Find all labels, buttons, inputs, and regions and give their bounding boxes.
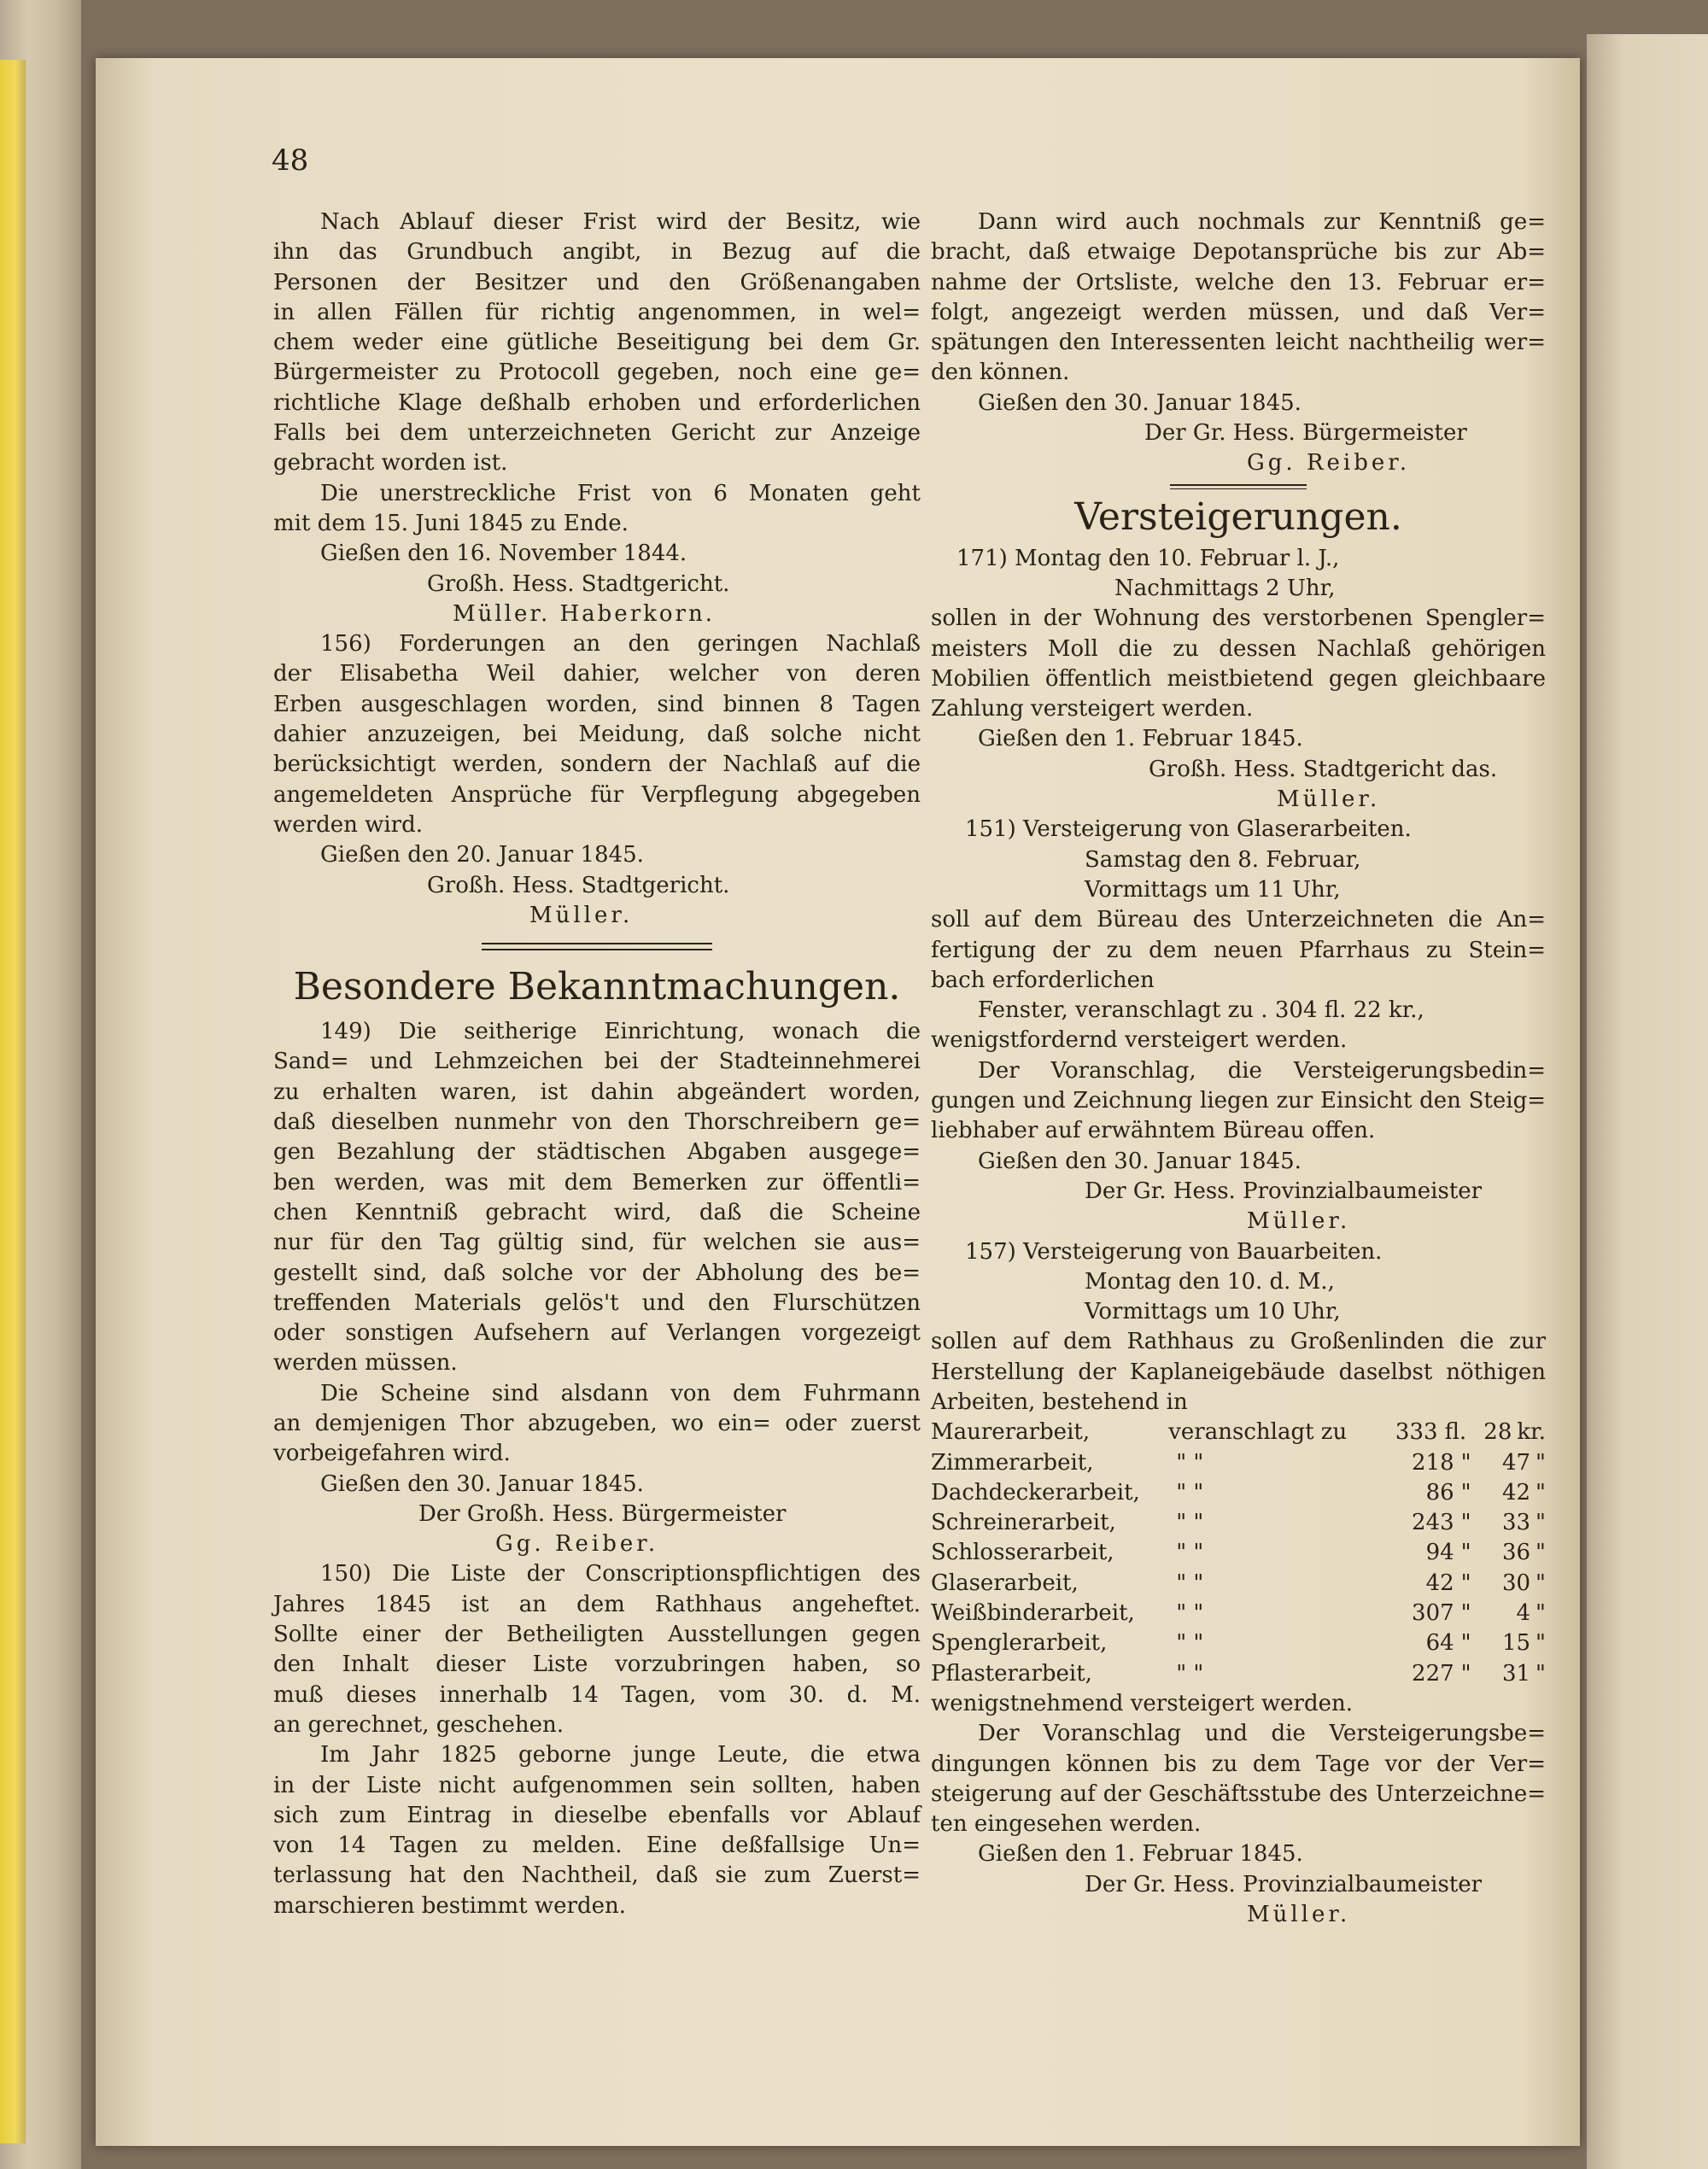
cost-row xyxy=(931,1478,1546,1508)
date-line: Gießen den 16. November 1844. xyxy=(320,541,687,567)
text-line: 151) Versteigerung von Glaserarbeiten. xyxy=(965,816,1412,843)
cost-qualifier: " " xyxy=(1176,1600,1204,1627)
cost-florin: 94 xyxy=(1425,1540,1454,1566)
cost-qualifier: veranschlagt zu xyxy=(1168,1419,1348,1446)
text-line: Der Voranschlag und die Versteigerungsbe= xyxy=(978,1721,1546,1747)
cost-item: Schreinerarbeit, xyxy=(931,1510,1116,1536)
cost-row xyxy=(931,1508,1546,1538)
text-line: an gerechnet, geschehen. xyxy=(273,1711,564,1738)
text-line: Falls bei dem unterzeichneten Gericht zur Anzeige xyxy=(273,420,921,447)
date-line: Gießen den 30. Januar 1845. xyxy=(978,1148,1301,1174)
notice-151 xyxy=(931,815,1546,1237)
cost-item: Zimmerarbeit, xyxy=(931,1449,1094,1476)
text-line: mit dem 15. Juni 1845 zu Ende. xyxy=(273,510,629,536)
cost-row xyxy=(931,1418,1546,1447)
cost-florin: 218 xyxy=(1412,1449,1454,1476)
text-line: sollen auf dem Rathhaus zu Großenlinden die zur xyxy=(931,1329,1546,1355)
text-line: gungen und Zeichnung liegen zur Einsicht den Steig= xyxy=(931,1088,1546,1114)
cost-qualifier: " " xyxy=(1176,1660,1204,1687)
text-line: 156) Forderungen an den geringen Nachlaß xyxy=(320,631,921,658)
text-line: Sand= und Lehmzeichen bei der Stadteinnehmerei xyxy=(273,1049,921,1075)
text-line: Dann wird auch nochmals zur Kenntniß ge= xyxy=(978,209,1546,235)
cost-item: Schlosserarbeit, xyxy=(931,1540,1114,1566)
date-line: Gießen den 1. Februar 1845. xyxy=(978,726,1303,752)
cost-kreuzer-unit: " xyxy=(1535,1630,1547,1657)
cost-kreuzer-unit: " xyxy=(1535,1570,1547,1596)
cost-florin: 227 xyxy=(1412,1660,1454,1687)
text-line: Erben ausgeschlagen worden, sind binnen 8 Tagen xyxy=(273,691,921,717)
text-line: treffenden Materials gelös't und den Flurschützen xyxy=(273,1289,921,1316)
cost-florin-unit: " xyxy=(1460,1540,1471,1566)
notice-157 xyxy=(931,1237,1546,1931)
next-page-edge xyxy=(1587,34,1708,2169)
text-line: 157) Versteigerung von Bauarbeiten. xyxy=(965,1238,1383,1265)
text-line: nur für den Tag gültig sind, für welchen sie aus= xyxy=(273,1230,921,1256)
notice-149 xyxy=(273,1017,921,1559)
section-divider xyxy=(482,943,712,950)
cost-kreuzer-unit: kr. xyxy=(1517,1419,1546,1446)
cost-kreuzer: 30 xyxy=(1501,1570,1531,1596)
signature-names: Müller. Haberkorn. xyxy=(453,600,715,627)
signature-authority: Der Großh. Hess. Bürgermeister xyxy=(418,1500,787,1527)
text-line: werden müssen. xyxy=(273,1350,458,1377)
text-line: daß dieselben nunmehr von den Thorschreibern ge= xyxy=(273,1109,921,1136)
cost-item: Glaserarbeit, xyxy=(931,1570,1079,1596)
cost-row xyxy=(931,1599,1546,1628)
cost-kreuzer-unit: " xyxy=(1535,1660,1547,1687)
text-line: gestellt sind, daß solche vor der Abholung des be= xyxy=(273,1260,921,1286)
cost-florin-unit: " xyxy=(1460,1449,1471,1476)
signature-name: Müller. xyxy=(1247,1902,1351,1928)
cost-florin: 243 xyxy=(1412,1510,1454,1536)
text-line: Zahlung versteigert werden. xyxy=(931,696,1254,722)
text-line: Herstellung der Kaplaneigebäude daselbst nöthigen xyxy=(931,1359,1546,1385)
cost-item: Pflasterarbeit, xyxy=(931,1660,1092,1687)
signature-authority: Großh. Hess. Stadtgericht. xyxy=(427,872,730,898)
section-heading xyxy=(931,493,1546,542)
heading-text: Versteigerungen. xyxy=(1074,494,1402,539)
cost-florin: 64 xyxy=(1425,1630,1454,1657)
cost-qualifier: " " xyxy=(1176,1540,1204,1566)
text-line: chen Kenntniß gebracht wird, daß die Scheine xyxy=(273,1199,921,1225)
cost-kreuzer: 4 xyxy=(1516,1600,1531,1627)
signature-name: Müller. xyxy=(1277,786,1381,813)
cost-kreuzer: 31 xyxy=(1501,1660,1531,1687)
signature-name: Müller. xyxy=(1247,1208,1351,1235)
text-line: Der Voranschlag, die Versteigerungsbedin= xyxy=(978,1057,1546,1084)
right-column xyxy=(931,208,1546,1930)
cost-item: Weißbinderarbeit, xyxy=(931,1600,1135,1627)
text-line: ben werden, was mit dem Bemerken zur öffentli= xyxy=(273,1169,921,1196)
text-line: Mobilien öffentlich meistbietend gegen gleichbaare xyxy=(931,665,1546,692)
cost-table xyxy=(931,1418,1546,1689)
cost-florin-unit: " xyxy=(1460,1510,1471,1536)
cost-kreuzer: 36 xyxy=(1501,1540,1531,1566)
text-line: sollen in der Wohnung des verstorbenen Spengler= xyxy=(931,605,1546,632)
cost-kreuzer: 47 xyxy=(1501,1449,1531,1476)
cost-kreuzer: 15 xyxy=(1501,1630,1531,1657)
text-line: marschieren bestimmt werden. xyxy=(273,1892,627,1919)
date-line: Gießen den 20. Januar 1845. xyxy=(320,842,644,868)
notice-150 xyxy=(273,1559,921,1921)
cost-kreuzer-unit: " xyxy=(1535,1600,1547,1627)
text-line: Sollte einer der Betheiligten Ausstellungen gegen xyxy=(273,1622,921,1648)
cost-florin-unit: " xyxy=(1460,1479,1471,1505)
text-line: angemeldeten Ansprüche für Verpflegung abgegeben xyxy=(273,781,921,808)
cost-kreuzer-unit: " xyxy=(1535,1449,1547,1476)
heading-text: Besondere Bekanntmachungen. xyxy=(293,965,901,1009)
signature-authority: Der Gr. Hess. Bürgermeister xyxy=(1144,420,1467,447)
signature-name: Gg. Reiber. xyxy=(1247,450,1411,476)
cost-row xyxy=(931,1448,1546,1478)
cost-kreuzer-unit: " xyxy=(1535,1540,1547,1566)
text-line: chem weder eine gütliche Beseitigung bei dem Gr. xyxy=(273,330,921,356)
book-edge xyxy=(0,60,26,2143)
signature-name: Müller. xyxy=(529,902,634,928)
text-line: Samstag den 8. Februar, xyxy=(1085,846,1361,873)
text-line: gebracht worden ist. xyxy=(273,450,508,476)
text-line: wenigstnehmend versteigert werden. xyxy=(931,1690,1353,1716)
cost-kreuzer-unit: " xyxy=(1535,1510,1547,1536)
page-number: 48 xyxy=(272,143,309,178)
cost-row xyxy=(931,1628,1546,1658)
text-line: soll auf dem Büreau des Unterzeichneten die An= xyxy=(931,907,1546,933)
notice-intro-right xyxy=(931,208,1546,479)
cost-item: Dachdeckerarbeit, xyxy=(931,1479,1140,1505)
cost-florin: 333 xyxy=(1395,1419,1438,1446)
cost-kreuzer: 42 xyxy=(1501,1479,1531,1505)
text-line: vorbeigefahren wird. xyxy=(273,1441,511,1467)
section-heading xyxy=(273,962,921,1012)
cost-florin: 86 xyxy=(1425,1479,1454,1505)
cost-item: Spenglerarbeit, xyxy=(931,1630,1108,1657)
text-line: der Elisabetha Weil dahier, welcher von deren xyxy=(273,661,921,687)
cost-qualifier: " " xyxy=(1176,1479,1204,1505)
text-line: werden wird. xyxy=(273,811,424,838)
text-line: richtliche Klage deßhalb erhoben und erforderlichen xyxy=(273,389,921,416)
text-line: oder sonstigen Aufsehern auf Verlangen vorgezeigt xyxy=(273,1320,921,1347)
text-line: bracht, daß etwaige Depotansprüche bis zur Ab= xyxy=(931,239,1546,266)
cost-florin: 42 xyxy=(1425,1570,1454,1596)
text-line: ihn das Grundbuch angibt, in Bezug auf die xyxy=(273,239,921,266)
text-line: den Inhalt dieser Liste vorzubringen haben, so xyxy=(273,1652,921,1678)
text-line: berücksichtigt werden, sondern der Nachlaß auf die xyxy=(273,751,921,778)
cost-qualifier: " " xyxy=(1176,1570,1204,1596)
notice-156 xyxy=(273,629,921,931)
cost-kreuzer-unit: " xyxy=(1535,1479,1547,1505)
cost-item: Maurerarbeit, xyxy=(931,1419,1091,1446)
cost-qualifier: " " xyxy=(1176,1510,1204,1536)
text-line: zu erhalten waren, ist dahin abgeändert worden, xyxy=(273,1079,921,1105)
cost-kreuzer: 33 xyxy=(1501,1510,1531,1536)
text-line: liebhaber auf erwähntem Büreau offen. xyxy=(931,1118,1376,1144)
text-line: in allen Fällen für richtig angenommen, in wel= xyxy=(273,299,921,325)
text-line: nahme der Ortsliste, welche den 13. Februar er= xyxy=(931,269,1546,295)
text-line: von 14 Tagen zu melden. Eine deßfallsige Un= xyxy=(273,1833,921,1859)
cost-qualifier: " " xyxy=(1176,1449,1204,1476)
text-line: an demjenigen Thor abzugeben, wo ein= oder zuerst xyxy=(273,1410,921,1436)
text-line: gen Bezahlung der städtischen Abgaben ausgege= xyxy=(273,1139,921,1166)
date-line: Gießen den 30. Januar 1845. xyxy=(320,1470,644,1497)
notice-171 xyxy=(931,544,1546,816)
cost-row xyxy=(931,1538,1546,1568)
text-line: Vormittags um 11 Uhr, xyxy=(1085,876,1341,903)
cost-florin: 307 xyxy=(1412,1600,1454,1627)
text-line: 150) Die Liste der Conscriptionspflichtigen des xyxy=(320,1561,921,1587)
text-line: Montag den 10. d. M., xyxy=(1085,1268,1335,1295)
text-line: steigerung auf der Geschäftsstube des Unterzeichne= xyxy=(931,1780,1546,1807)
signature-authority: Großh. Hess. Stadtgericht das. xyxy=(1149,756,1498,782)
text-line: Vormittags um 10 Uhr, xyxy=(1085,1299,1341,1325)
text-line: dahier anzuzeigen, bei Meidung, daß solche nicht xyxy=(273,722,921,748)
text-line: 171) Montag den 10. Februar l. J., xyxy=(956,545,1340,571)
section-divider xyxy=(1170,484,1307,489)
text-line: 149) Die seitherige Einrichtung, wonach die xyxy=(320,1019,921,1045)
text-line: Die unerstreckliche Frist von 6 Monaten geht xyxy=(320,480,921,506)
text-line: dingungen können bis zu dem Tage vor der Ver= xyxy=(931,1751,1546,1777)
text-line: terlassung hat den Nachtheil, daß sie zum Zuerst= xyxy=(273,1862,921,1889)
text-line: wenigstfordernd versteigert werden. xyxy=(931,1027,1348,1054)
cost-row xyxy=(931,1659,1546,1689)
text-line: muß dieses innerhalb 14 Tagen, vom 30. d. M. xyxy=(273,1681,921,1708)
notice-intro xyxy=(273,208,921,629)
text-line: Nachmittags 2 Uhr, xyxy=(1114,575,1336,601)
date-line: Gießen den 30. Januar 1845. xyxy=(978,389,1301,416)
signature-authority: Der Gr. Hess. Provinzialbaumeister xyxy=(1085,1178,1483,1204)
cost-qualifier: " " xyxy=(1176,1630,1204,1657)
cost-florin-unit: " xyxy=(1460,1600,1471,1627)
signature-authority: Der Gr. Hess. Provinzialbaumeister xyxy=(1085,1871,1483,1897)
text-line: Im Jahr 1825 geborne junge Leute, die etwa xyxy=(320,1742,921,1769)
cost-kreuzer: 28 xyxy=(1483,1419,1512,1446)
text-line: Nach Ablauf dieser Frist wird der Besitz, wie xyxy=(320,209,921,235)
cost-florin-unit: fl. xyxy=(1444,1419,1467,1446)
text-line: Fenster, veranschlagt zu . 304 fl. 22 kr., xyxy=(978,997,1424,1024)
text-line: Die Scheine sind alsdann von dem Fuhrmann xyxy=(320,1380,921,1406)
text-line: Jahres 1845 ist an dem Rathhaus angeheftet. xyxy=(273,1591,921,1617)
text-line: fertigung der zu dem neuen Pfarrhaus zu Stein= xyxy=(931,937,1546,963)
signature-authority: Großh. Hess. Stadtgericht. xyxy=(427,570,730,597)
text-line: in der Liste nicht aufgenommen sein sollten, haben xyxy=(273,1772,921,1798)
left-column xyxy=(273,208,921,1921)
text-line: Bürgermeister zu Protocoll gegeben, noch eine ge= xyxy=(273,360,921,386)
date-line: Gießen den 1. Februar 1845. xyxy=(978,1841,1303,1868)
text-line: den können. xyxy=(931,360,1070,386)
text-line: Arbeiten, bestehend in xyxy=(931,1389,1188,1415)
cost-florin-unit: " xyxy=(1460,1660,1471,1687)
text-line: meisters Moll die zu dessen Nachlaß gehörigen xyxy=(931,635,1546,662)
text-line: ten eingesehen werden. xyxy=(931,1811,1202,1838)
text-line: bach erforderlichen xyxy=(931,967,1155,993)
cost-florin-unit: " xyxy=(1460,1630,1471,1657)
text-line: Personen der Besitzer und den Größenangaben xyxy=(273,269,921,295)
signature-name: Gg. Reiber. xyxy=(495,1531,659,1558)
text-line: sich zum Eintrag in dieselbe ebenfalls vor Ablauf xyxy=(273,1802,921,1828)
text-line: folgt, angezeigt werden müssen, und daß Ver= xyxy=(931,299,1546,325)
cost-florin-unit: " xyxy=(1460,1570,1471,1596)
cost-row xyxy=(931,1569,1546,1599)
text-line: spätungen den Interessenten leicht nachtheilig wer= xyxy=(931,330,1546,356)
